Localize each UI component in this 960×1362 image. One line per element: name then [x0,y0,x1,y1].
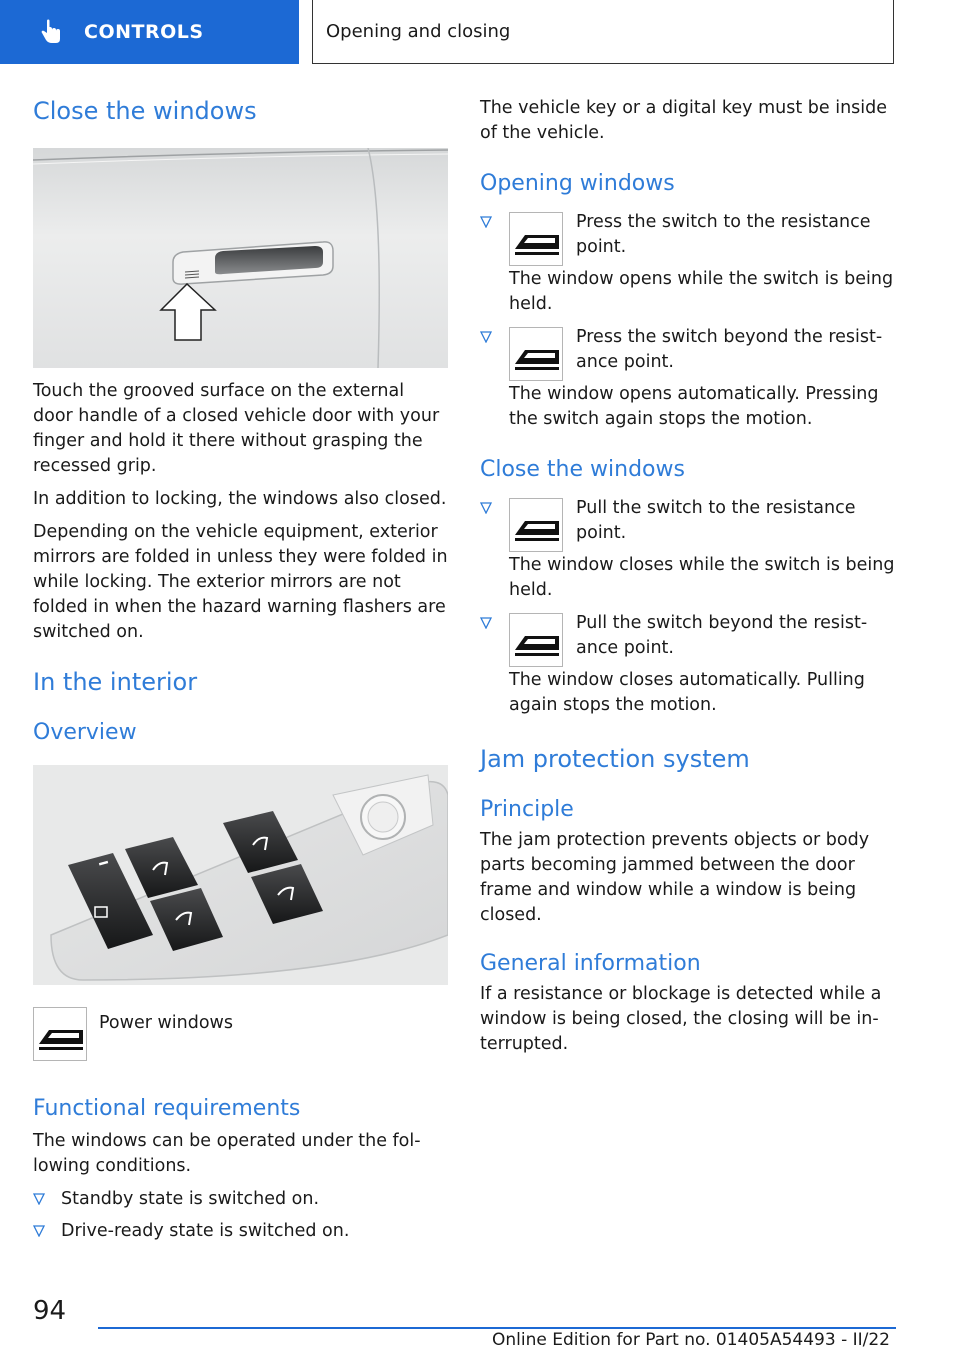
window-switch-photo [33,765,448,985]
triangle-bullet-icon [480,502,492,514]
chapter-title: Opening and closing [326,21,511,42]
triangle-bullet-icon [480,331,492,343]
functional-paragraph: The windows can be operated under the fol-lowing conditions. [33,1131,421,1176]
chapter-box [312,0,894,64]
opening-item-line: Press the switch to the resistance point. [576,212,871,257]
door-handle-illustration [33,148,448,368]
triangle-bullet-icon [33,1193,45,1205]
power-window-icon [33,1007,87,1061]
triangle-bullet-icon [480,617,492,629]
triangle-bullet-icon [33,1225,45,1237]
right-column [480,96,895,1057]
locking-paragraph: In addition to locking, the windows also closed. [33,489,447,509]
requirement-item [33,1187,448,1212]
close-windows-heading: Close the windows [33,97,257,125]
close-item [480,496,895,603]
window-switch-illustration [33,765,448,985]
close-item-detail: The window closes automatically. Pulling again stops the motion. [509,670,865,715]
overview-heading: Overview [33,720,137,745]
close-item-detail: The window closes while the switch is being held. [509,555,895,600]
mirrors-paragraph: Depending on the vehicle equipment, exterior mirrors are folded in unless they were folded in while locking. The exterior mirrors are not folded in when the hazard warning flashers are switched on. [33,522,448,642]
edition-text: Online Edition for Part no. 01405A54493 - II/22 [491,1330,890,1350]
requirement-item [33,1219,448,1244]
principle-heading: Principle [480,797,574,822]
jam-heading: Jam protection system [480,745,750,773]
page-number: 94 [33,1296,67,1326]
door-handle-photo [33,148,448,368]
requirement-text: Standby state is switched on. [61,1189,320,1209]
close-heading: Close the windows [480,457,685,482]
general-paragraph: If a resistance or blockage is detected while a window is being closed, the closing will be in-terrupted. [480,984,882,1054]
triangle-bullet-icon [480,216,492,228]
close-item-line: Pull the switch beyond the resist-ance point. [576,613,868,658]
principle-paragraph: The jam protection prevents objects or body parts becoming jammed between the door frame and window while a window is being closed. [480,830,870,925]
close-item [480,611,895,718]
interior-heading: In the interior [33,668,198,696]
opening-item-detail: The window opens automatically. Pressing the switch again stops the motion. [509,384,879,429]
requirement-text: Drive-ready state is switched on. [61,1221,350,1241]
opening-heading: Opening windows [480,171,675,196]
opening-item [480,325,895,432]
general-heading: General information [480,951,701,976]
power-window-icon [509,327,563,381]
opening-item-detail: The window opens while the switch is being held. [509,269,894,314]
power-windows-label: Power windows [99,1013,233,1033]
left-column [33,96,448,1244]
section-tab [0,0,299,64]
power-window-icon [509,498,563,552]
page-header [0,0,960,66]
section-title: CONTROLS [84,21,204,43]
power-window-icon [509,613,563,667]
functional-heading: Functional requirements [33,1096,301,1121]
hand-pointer-icon [38,19,64,45]
power-windows-row [33,1007,448,1065]
touch-paragraph: Touch the grooved surface on the external door handle of a closed vehicle door with your finger and hold it there without grasping the recessed grip. [33,381,440,476]
key-paragraph: The vehicle key or a digital key must be inside of the vehicle. [480,98,888,143]
power-window-icon [509,212,563,266]
close-item-line: Pull the switch to the resistance point. [576,498,856,543]
opening-item [480,210,895,317]
opening-item-line: Press the switch beyond the resist-ance point. [576,327,883,372]
